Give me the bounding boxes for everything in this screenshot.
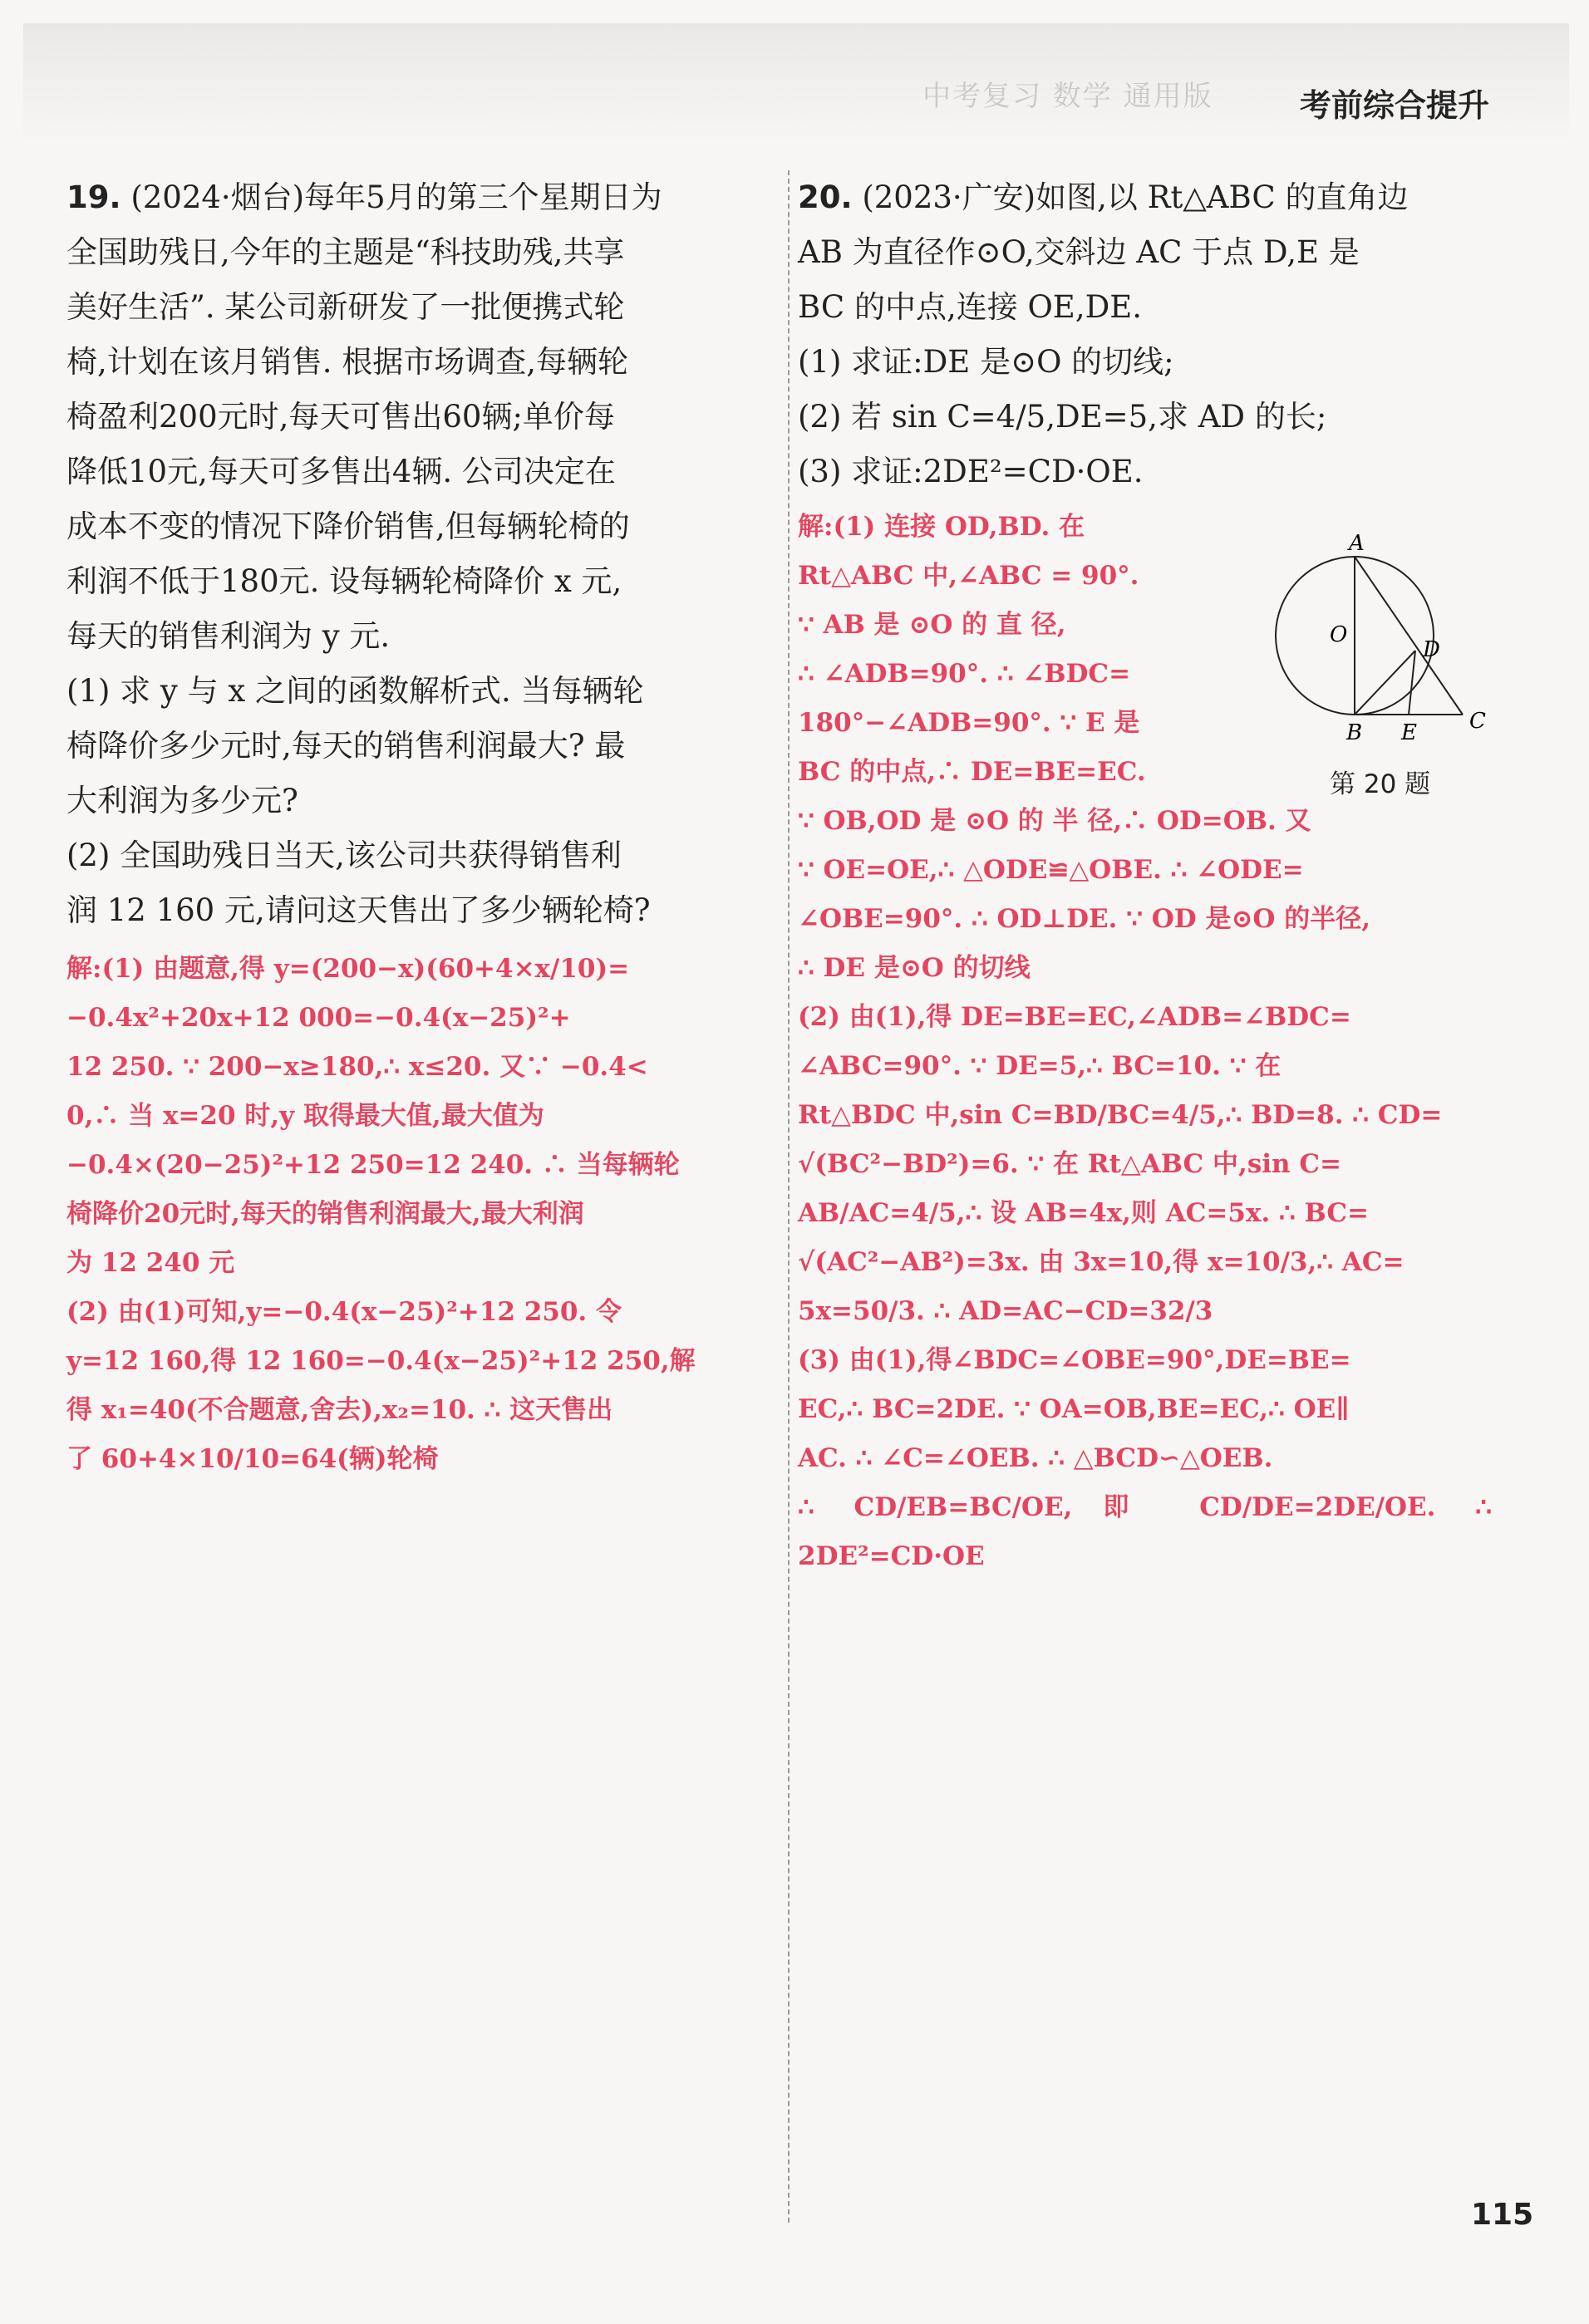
q20-parts: (1) 求证:DE 是⊙O 的切线; (2) 若 sin C=4/5,DE=5,求 AD 的长; (3) 求证:2DE²=CD·OE. [798, 344, 1327, 489]
q20-stem: 20. (2023·广安)如图,以 Rt△ABC 的直角边 AB 为直径作⊙O,交斜边 AC 于点 D,E 是 BC 的中点,连接 OE,DE. [798, 179, 1409, 325]
q19-part2: (2) 全国助残日当天,该公司共获得销售利 润 12 160 元,请问这天售出了多少辆轮椅? [66, 838, 651, 928]
q19-number: 19. [66, 179, 121, 215]
segment-de [1409, 651, 1415, 715]
question-19 [66, 170, 760, 1484]
label-o: O [1330, 622, 1348, 647]
segment-bd [1355, 651, 1415, 715]
label-b: B [1346, 720, 1363, 745]
q19-part1: (1) 求 y 与 x 之间的函数解析式. 当每辆轮 椅降价多少元时,每天的销售利润最大? 最 大利润为多少元? [66, 673, 644, 818]
figure-caption: 第 20 题 [1330, 769, 1431, 799]
q19-answer: 解:(1) 由题意,得 y=(200−x)(60+4×x/10)= −0.4x²+20x+12 000=−0.4(x−25)²+ 12 250. ∵ 200−x≥180,∴ x≤20. 又∵ −0.4< 0,∴ 当 x=20 时,y 取得最大值,最大值为 −0.4×(20−25)²+12 250=12 240. ∴ 当每辆轮 椅降价20元时,每天的销售利润最大,最大利润 为 12 240 元 (2) 由(1)可知,y=−0.4(x−25)²+12 250. 令 y=12 160,得 12 160=−0.4(x−25)²+12 250,解 得 x₁=40(不合题意,舍去),x₂=10. ∴ 这天售出 了 60+4×10/10=64(辆)轮椅 [66, 954, 696, 1474]
segment-ac [1355, 557, 1463, 715]
label-e: E [1401, 720, 1417, 745]
q19-stem: 19. (2024·烟台)每年5月的第三个星期日为 全国助残日,今年的主题是“科技助残,共享 美好生活”. 某公司新研发了一批便携式轮 椅,计划在该月销售. 根据市场调查,每辆轮 椅盈利200元时,每天可售出60辆;单价每 降低10元,每天可多售出4辆. 公司决定在 成本不变的情况下降价销售,但每辆轮椅的 利润不低于180元. 设每辆轮椅降价 x 元, 每天的销售利润为 y 元. [66, 179, 662, 654]
header-faded-text: 中考复习 数学 通用版 [922, 80, 1213, 113]
q20-answer: 解:(1) 连接 OD,BD. 在 Rt△ABC 中,∠ABC = 90°. ∵ AB 是 ⊙O 的 直 径, ∴ ∠ADB=90°. ∴ ∠BDC= 180°−∠ADB=90°. ∵ E 是 BC 的中点,∴ DE=BE=EC. ∵ OB,OD 是 ⊙O 的 半 径,∴ OD=OB. 又 ∵ OE=OE,∴ △ODE≌△OBE. ∴ ∠ODE= ∠OBE=90°. ∴ OD⊥DE. ∵ OD 是⊙O 的半径, ∴ DE 是⊙O 的切线 (2) 由(1),得 DE=BE=EC,∠ADB=∠BDC= ∠ABC=90°. ∵ DE=5,∴ BC=10. ∵ 在 Rt△BDC 中,sin C=BD/BC=4/5,∴ BD=8. ∴ CD= √(BC²−BD²)=6. ∵ 在 Rt△ABC 中,sin C= AB/AC=4/5,∴ 设 AB=4x,则 AC=5x. ∴ BC= √(AC²−AB²)=3x. 由 3x=10,得 x=10/3,∴ AC= 5x=50/3. ∴ AD=AC−CD=32/3 (3) 由(1),得∠BDC=∠OBE=90°,DE=BE= EC,∴ BC=2DE. ∵ OA=OB,BE=EC,∴ OE∥ AC. ∴ ∠C=∠OEB. ∴ △BCD∽△OEB. ∴ CD/EB=BC/OE,即 CD/DE=2DE/OE. ∴ 2DE²=CD·OE [798, 512, 1492, 1571]
column-divider [788, 170, 790, 2223]
page-number: 115 [1471, 2198, 1534, 2232]
label-a: A [1349, 532, 1365, 556]
question-20 [798, 170, 1492, 1581]
header-title: 考前综合提升 [1299, 87, 1489, 124]
label-d: D [1423, 637, 1440, 662]
label-c: C [1469, 709, 1486, 734]
q20-number: 20. [798, 179, 853, 215]
